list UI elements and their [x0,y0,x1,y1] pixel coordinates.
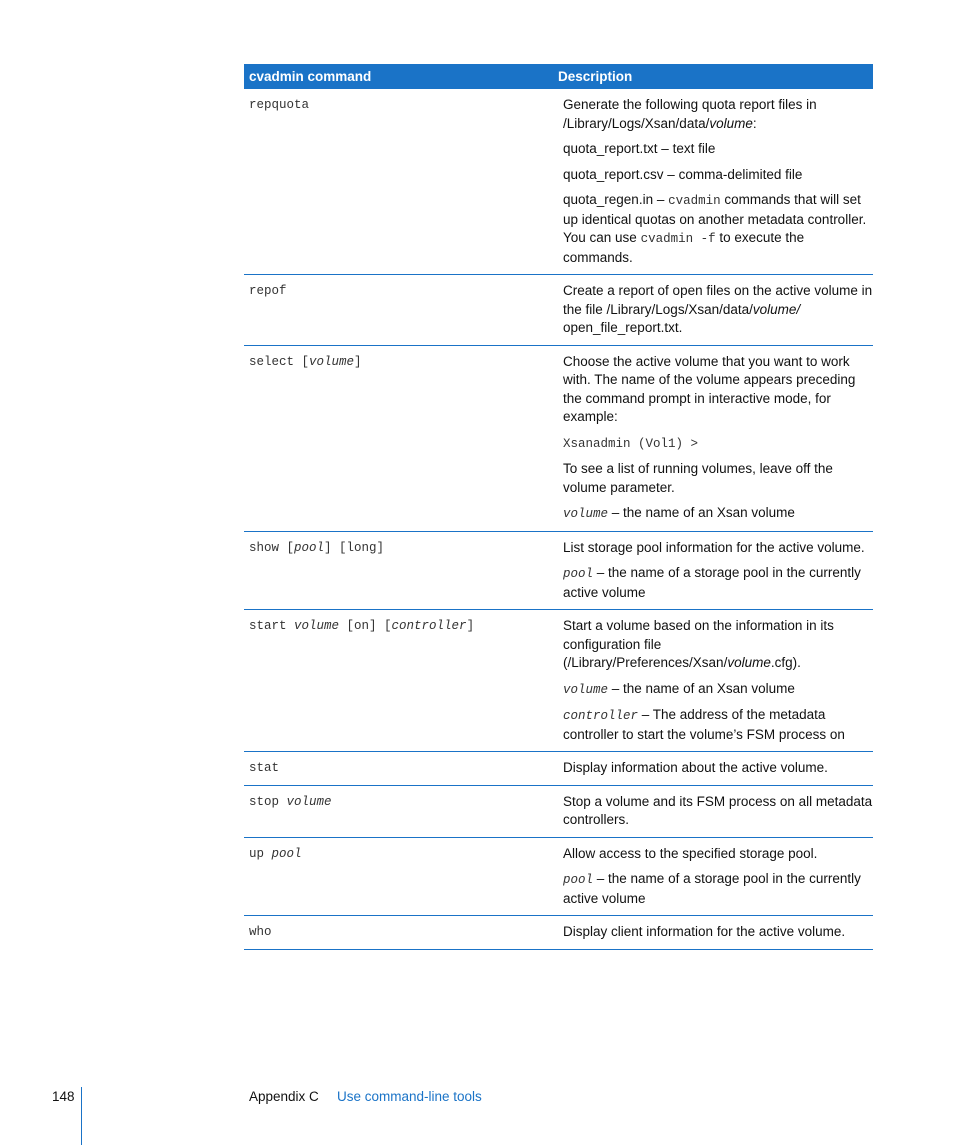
description-paragraph [563,96,873,133]
command-text: volume [309,354,355,369]
description-text: volume [709,115,753,131]
description-text: – The address of the metadata controller to start the volume’s FSM process on [563,707,845,742]
description-text: volume [727,655,771,670]
command-text: ] [354,354,362,369]
description-text: pool [563,873,594,887]
table-body [244,89,873,950]
description-text: List storage pool information for the active volume. [563,539,865,555]
table-row [244,346,873,532]
description-paragraph [563,759,873,778]
table-row [244,275,873,346]
page-number: 148 [52,1089,75,1104]
footer-divider [81,1087,82,1145]
description-text: Display client information for the active volume. [563,924,846,939]
description-paragraph [563,564,873,602]
description-text: volume [563,682,609,697]
command-text: pool [271,846,302,861]
command-text: ] [466,619,475,633]
footer-appendix: Appendix C [249,1089,319,1104]
command-text: show [ [249,540,295,555]
description-text: open_file_report.txt. [563,320,683,335]
command-cell [244,353,558,524]
description-text: Start a volume based on the information in its configuration file (/Library/Preferences/Xsan/ [563,618,834,670]
description-paragraph [563,353,873,427]
description-text: Display information about the active volume. [563,760,828,775]
description-paragraph [563,191,873,267]
command-text: who [249,925,272,939]
description-text: .cfg). [770,655,801,670]
command-text: ] [long] [324,540,385,555]
header-command: cvadmin command [249,69,372,84]
command-cell [244,617,558,744]
command-text: stat [249,761,280,775]
description-cell [558,96,873,267]
description-text: quota_report.txt – text file [563,141,716,156]
description-paragraph [563,140,873,159]
command-text: start [249,619,295,633]
description-text: Xsanadmin (Vol1) > [563,436,699,451]
description-text: : [752,115,757,131]
command-text: volume [286,794,332,809]
description-text: volume/ [752,301,801,317]
command-text: controller [391,619,467,633]
command-text: repquota [249,98,310,112]
description-cell [558,759,873,778]
description-cell [558,539,873,603]
command-cell [244,793,558,830]
command-cell [244,539,558,603]
command-text: stop [249,794,287,809]
command-text: volume [294,619,340,633]
description-cell [558,617,873,744]
description-text: cvadmin -f [640,232,716,246]
command-cell [244,759,558,778]
description-paragraph [563,845,873,864]
description-text: – the name of a storage pool in the currently active volume [563,565,861,600]
description-paragraph [563,870,873,908]
description-cell [558,282,873,338]
description-text: – the name of an Xsan volume [608,680,795,696]
description-cell [558,353,873,524]
description-paragraph [563,617,873,673]
description-text: to execute the commands. [563,230,805,265]
description-text: controller [563,709,639,723]
description-text: Generate the following quota report files in /Library/Logs/Xsan/data/ [563,97,817,131]
description-text: – the name of an Xsan volume [608,505,795,520]
table-row [244,786,873,838]
description-paragraph [563,166,873,185]
description-paragraph [563,539,873,558]
footer-chapter-link[interactable]: Use command-line tools [337,1089,482,1104]
description-cell [558,793,873,830]
header-description: Description [558,69,633,84]
description-text: Stop a volume and its FSM process on all metadata controllers. [563,793,873,827]
description-paragraph [563,680,873,700]
command-text: up [249,846,272,861]
command-text: [on] [ [339,619,392,633]
description-text: volume [563,507,609,521]
table-row [244,89,873,275]
command-text: select [ [249,354,310,369]
description-paragraph [563,793,873,830]
description-text: – the name of a storage pool in the currently active volume [563,871,861,906]
description-paragraph [563,434,873,454]
table-row [244,838,873,917]
command-cell [244,282,558,338]
table-row [244,610,873,752]
description-text: To see a list of running volumes, leave off the volume parameter. [563,461,833,495]
description-text: quota_report.csv – comma-delimited file [563,166,803,182]
table-row [244,752,873,786]
command-cell [244,96,558,267]
description-paragraph [563,706,873,744]
description-paragraph [563,923,873,942]
command-cell [244,845,558,909]
description-text: commands that will set up identical quotas on another metadata controller. You can use [563,192,867,245]
command-text: pool [294,540,325,555]
description-text: quota_regen.in – [563,192,669,207]
table-header [244,64,873,89]
description-text: Create a report of open files on the active volume in the file /Library/Logs/Xsan/data/ [563,283,873,317]
description-paragraph [563,504,873,524]
description-text: pool [563,567,594,581]
description-text: Choose the active volume that you want to work with. The name of the volume appears preceding the command prompt in interactive mode, for example: [563,353,856,424]
table-row [244,532,873,611]
description-paragraph [563,282,873,338]
description-cell [558,845,873,909]
description-cell [558,923,873,942]
description-text: Allow access to the specified storage pool. [563,845,818,861]
description-paragraph [563,460,873,497]
cvadmin-command-table [244,64,873,950]
table-row [244,916,873,950]
description-text: cvadmin [668,194,721,208]
command-text: repof [249,284,287,298]
command-cell [244,923,558,942]
